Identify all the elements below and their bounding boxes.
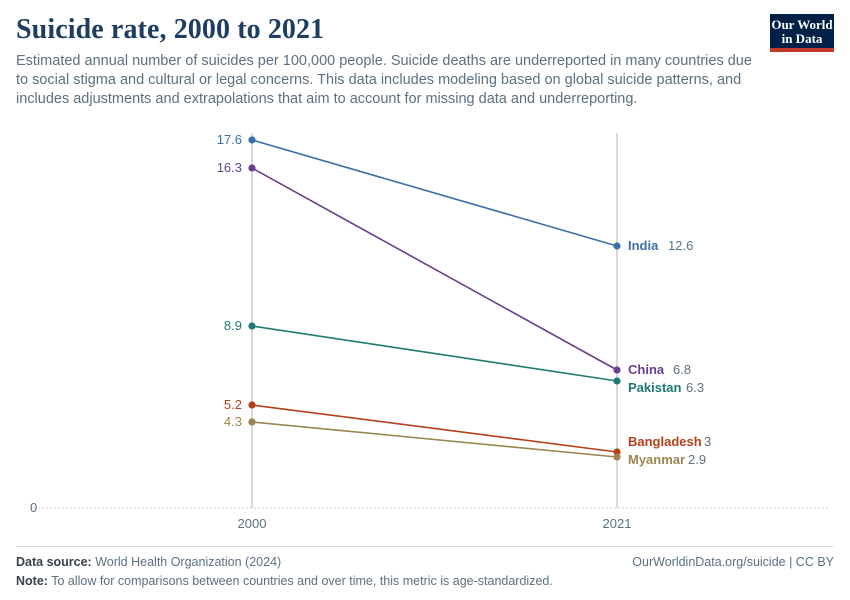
end-label-myanmar: Myanmar (628, 452, 686, 467)
page-title: Suicide rate, 2000 to 2021 (16, 14, 325, 45)
footer-note-row (16, 574, 834, 588)
attribution-link[interactable]: OurWorldinData.org/suicide | CC BY (632, 555, 834, 569)
series-india[interactable] (217, 132, 694, 253)
data-source-value: World Health Organization (2024) (95, 555, 282, 569)
point-india-2021[interactable] (613, 242, 620, 249)
point-pakistan-2000[interactable] (248, 322, 255, 329)
end-value-china: 6.8 (673, 362, 692, 377)
series-line-china (252, 168, 617, 370)
end-value-india: 12.6 (668, 238, 694, 253)
start-value-pakistan: 8.9 (223, 318, 242, 333)
end-label-india: India (628, 238, 659, 253)
point-pakistan-2021[interactable] (613, 377, 620, 384)
point-china-2000[interactable] (248, 164, 255, 171)
point-myanmar-2000[interactable] (248, 418, 255, 425)
end-label-bangladesh: Bangladesh (628, 434, 702, 449)
start-value-bangladesh: 5.2 (223, 397, 242, 412)
series-line-myanmar (252, 422, 617, 457)
start-value-india: 17.6 (216, 132, 242, 147)
point-myanmar-2021[interactable] (613, 453, 620, 460)
point-china-2021[interactable] (613, 366, 620, 373)
series-pakistan[interactable] (224, 318, 704, 395)
line-chart-svg (16, 123, 834, 543)
logo-line-1: Our World (771, 17, 833, 32)
chart-footer (16, 546, 834, 588)
owid-logo[interactable] (770, 14, 834, 52)
series-line-bangladesh (252, 405, 617, 452)
data-source (16, 555, 281, 569)
end-value-pakistan: 6.3 (686, 380, 705, 395)
data-source-label: Data source: (16, 555, 92, 569)
series-line-india (252, 140, 617, 246)
chart-subtitle: Estimated annual number of suicides per 100,000 people. Suicide deaths are underreported in many countries due to social stigma and cultural or legal concerns. This data includes modeling based on global suicide patterns, and includes adjustments and extrapolations that aim to account for missing data and underreporting. (16, 53, 752, 107)
end-label-pakistan: Pakistan (628, 380, 682, 395)
series-china[interactable] (216, 160, 694, 377)
note-value: To allow for comparisons between countries and over time, this metric is age-standardized. (51, 574, 553, 588)
logo-line-2: in Data (781, 31, 823, 46)
footer-source-row (16, 555, 834, 569)
end-label-china: China (628, 362, 665, 377)
xtick-2000: 2000 (237, 516, 267, 531)
start-value-myanmar: 4.3 (223, 414, 242, 429)
xtick-2021: 2021 (602, 516, 632, 531)
series-line-pakistan (252, 326, 617, 381)
note-label: Note: (16, 574, 48, 588)
ytick-zero: 0 (30, 500, 38, 515)
point-bangladesh-2000[interactable] (248, 401, 255, 408)
start-value-china: 16.3 (216, 160, 242, 175)
chart-header (16, 14, 834, 109)
end-value-myanmar: 2.9 (688, 452, 707, 467)
point-india-2000[interactable] (248, 136, 255, 143)
end-value-bangladesh: 3 (704, 434, 712, 449)
chart-area (16, 123, 834, 543)
